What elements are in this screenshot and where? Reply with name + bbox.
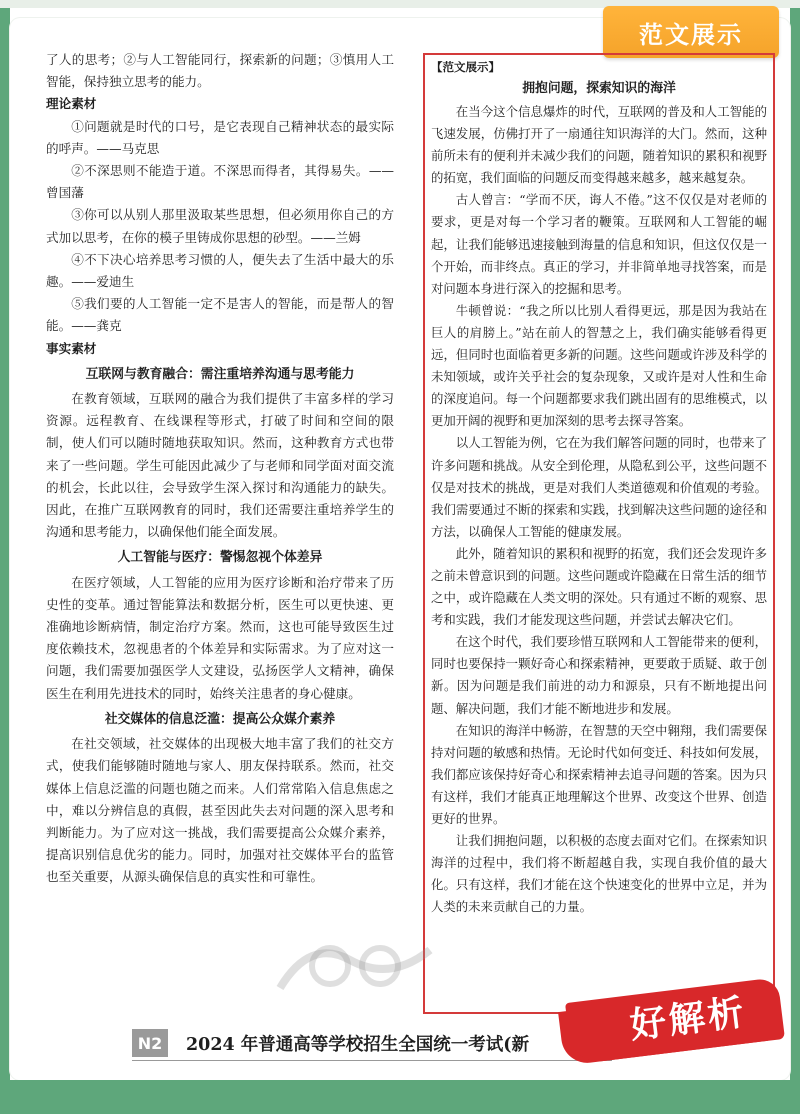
left-column — [46, 49, 394, 889]
essay-title: 拥抱问题，探索知识的海洋 — [522, 81, 676, 96]
footer-rule — [132, 1060, 612, 1061]
sample-essay-box — [423, 53, 775, 1014]
fact-heading: 人工智能与医疗：警惕忽视个体差异 — [117, 550, 323, 566]
theory-quote: ①问题就是时代的口号，是它表现自己精神状态的最实际的呼声。——马克思 — [46, 118, 394, 156]
theory-quote: ③你可以从别人那里汲取某些思想，但必须用你自己的方式加以思考，在你的模子里铸成你思想的砂型。——兰姆 — [46, 207, 394, 245]
essay-paragraph: 古人曾言：“学而不厌，诲人不倦。”这不仅仅是对老师的要求，更是对每一个学习者的鞭策。互联网和人工智能的崛起，让我们能够迅速接触到海量的信息和知识，但这仅仅是一个开始，而非终点。真正的学习，并非简单地寻找答案，而是对问题本身进行深入的挖掘和思考。 — [431, 192, 767, 296]
footer-title: 2024 年普通高等学校招生全国统一考试(新 — [186, 1034, 530, 1055]
fact-heading: 社交媒体的信息泛滥：提高公众媒介素养 — [104, 711, 336, 727]
section-banner: 范文展示 — [603, 6, 779, 58]
essay-paragraph: 以人工智能为例，它在为我们解答问题的同时，也带来了许多问题和挑战。从安全到伦理，从隐私到公平，这些问题不仅是对技术的挑战，更是对我们人类道德观和价值观的考验。我们需要通过不断的探索和实践，找到解决这些问题的途径和方法，以确保人工智能的健康发展。 — [431, 435, 767, 539]
frame-right — [790, 8, 800, 1088]
page-footer — [132, 1028, 529, 1058]
essay-paragraph: 在这个时代，我们要珍惜互联网和人工智能带来的便利，同时也要保持一颗好奇心和探索精神，更要敢于质疑、敢于创新。因为问题是我们前进的动力和源泉，只有不断地提出问题、解决问题，我们才能不断地进步和发展。 — [431, 634, 767, 716]
fact-heading: 互联网与教育融合：需注重培养沟通与思考能力 — [85, 366, 355, 382]
theory-label: 理论素材 — [46, 96, 97, 112]
essay-paragraph: 让我们拥抱问题，以积极的态度去面对它们。在探索知识海洋的过程中，我们将不断超越自我，实现自我价值的最大化。只有这样，我们才能在这个快速变化的世界中立足，并为人类的未来贡献自己的力量。 — [431, 833, 767, 915]
fact-body: 在医疗领域，人工智能的应用为医疗诊断和治疗带来了历史性的变革。通过智能算法和数据分析，医生可以更快速、更准确地诊断病情，制定治疗方案。然而，这也可能导致医生过度依赖技术，忽视患者的个体差异和实际需求。为了应对这一问题，我们需要加强医学人文建设，弘扬医学人文精神，确保医生在利用先进技术的同时，始终关注患者的身心健康。 — [46, 574, 394, 701]
theory-quote: ④不下决心培养思考习惯的人，便失去了生活中最大的乐趣。——爱迪生 — [46, 251, 394, 290]
essay-paragraph: 在当今这个信息爆炸的时代，互联网的普及和人工智能的飞速发展，仿佛打开了一扇通往知识海洋的大门。然而，这种前所未有的便利并未减少我们的问题，随着知识的累积和视野的拓宽，我们面临的问题反而变得越来越多，越来越复杂。 — [431, 104, 767, 186]
essay-paragraph: 牛顿曾说：“我之所以比别人看得更远，那是因为我站在巨人的肩膀上。”站在前人的智慧之上，我们确实能够看得更远，但同时也面临着更多新的问题。这些问题或许涉及科学的未知领域，或许关乎社会的复杂现象，又或许是对人性和生命的深度追问。每一个问题都要求我们跳出固有的思维模式，以更加开阔的视野和更加深刻的思考去探寻答案。 — [431, 302, 767, 429]
fact-body: 在教育领域，互联网的融合为我们提供了丰富多样的学习资源。远程教育、在线课程等形式，打破了时间和空间的限制，使人们可以随时随地获取知识。然而，这种教育方式也带来了一些问题。学生可能因此减少了与老师和同学面对面交流的机会，长此以往，会导致学生深入探讨和沟通能力的缺失。因此，在推广互联网教育的同时，我们还需要注重培养学生的沟通和思考能力，以确保他们能全面发展。 — [46, 391, 394, 540]
page-number: N2 — [132, 1029, 168, 1057]
fact-body: 在社交领域，社交媒体的出现极大地丰富了我们的社交方式，使我们能够随时随地与家人、朋友保持联系。然而，社交媒体上信息泛滥的问题也随之而来。人们常常陷入信息焦虑之中，难以分辨信息的真假，甚至因此失去对问题的深入思考和判断能力。为了应对这一挑战，我们需要提高公众媒介素养，提高识别信息优劣的能力。同时，加强对社交媒体平台的监管也至关重要，从源头确保信息的真实性和可靠性。 — [46, 736, 394, 885]
theory-quote: ⑤我们要的人工智能一定不是害人的智能，而是帮人的智能。——龚克 — [46, 296, 394, 334]
essay-paragraph: 在知识的海洋中畅游，在智慧的天空中翱翔，我们需要保持对问题的敏感和热情。无论时代如何变迁、科技如何发展，我们都应该保持好奇心和探索精神去追寻问题的答案。因为只有这样，我们才能真正地理解这个世界、改变这个世界、创造更好的世界。 — [431, 722, 767, 826]
intro-text: 了人的思考；②与人工智能同行，探索新的问题；③慎用人工智能，保持独立思考的能力。 — [46, 52, 394, 90]
stamp-label: 好解析 — [627, 991, 749, 1047]
facts-label: 事实素材 — [46, 340, 97, 356]
theory-quote: ②不深思则不能造于道。不深思而得者，其得易失。——曾国藩 — [46, 163, 394, 201]
frame-left — [0, 8, 10, 1088]
essay-paragraph: 此外，随着知识的累积和视野的拓宽，我们还会发现许多之前未曾意识到的问题。这些问题或许隐藏在日常生活的细节之中，或许隐藏在人类文明的深处。只有通过不断的观察、思考和实践，我们才能发现这些问题，并尝试去解决它们。 — [431, 545, 767, 628]
essay-tag: 【范文展示】 — [431, 60, 500, 74]
frame-bottom — [0, 1080, 800, 1114]
